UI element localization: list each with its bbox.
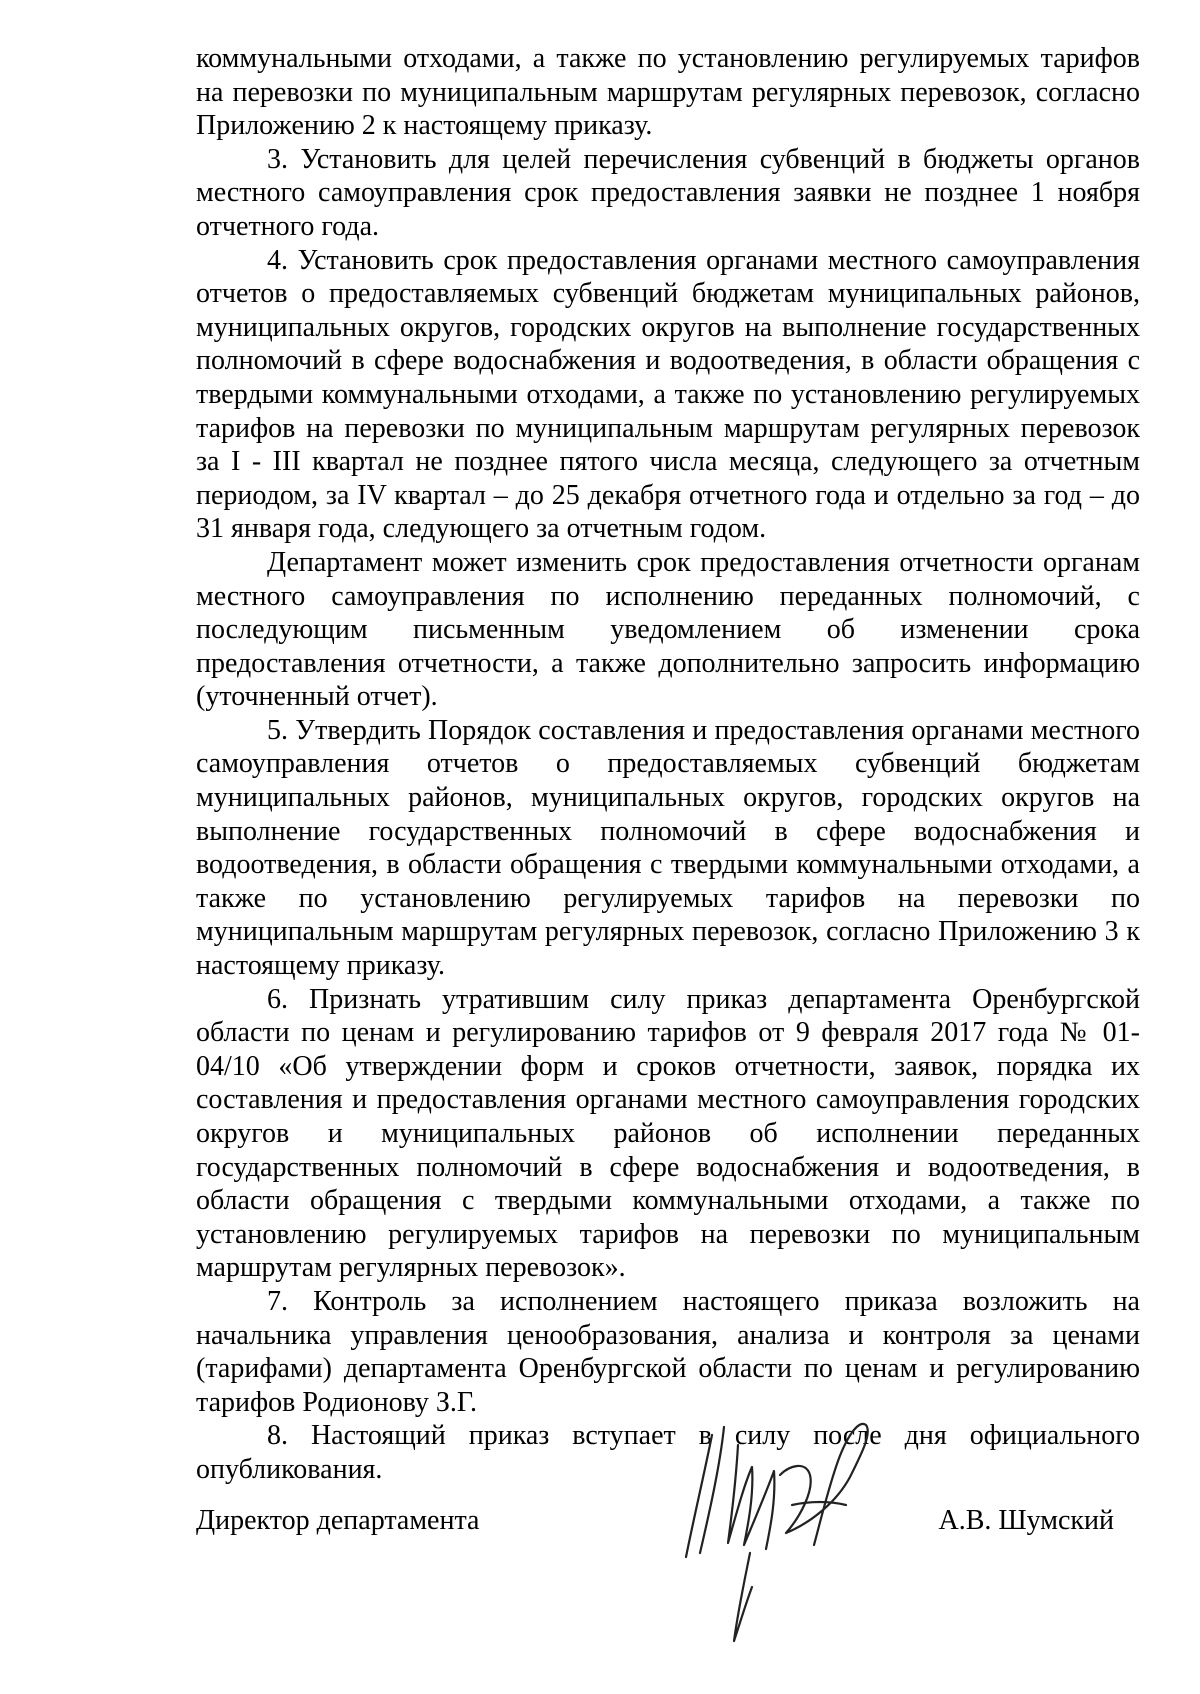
- paragraph-continuation: коммунальными отходами, а также по установлению регулируемых тарифов на перевозки по муниципальным маршрутам регулярных перевозок, согласно Приложению 2 к настоящему приказу.: [196, 43, 1140, 142]
- paragraph-department-note: Департамент может изменить срок предоставления отчетности органам местного самоуправления по исполнению переданных полномочий, с последующим письменным уведомлением об изменении срока предоставления отчетности, а также дополнительно запросить информацию (уточненный отчет).: [196, 546, 1140, 713]
- signer-position: Директор департамента: [196, 1505, 480, 1536]
- paragraph-item-7: 7. Контроль за исполнением настоящего приказа возложить на начальника управления ценообразования, анализа и контроля за ценами (тарифами) департамента Оренбургской области по ценам и регулированию тарифов Родионову З.Г.: [196, 1285, 1140, 1418]
- paragraph-item-4: 4. Установить срок предоставления органами местного самоуправления отчетов о предоставляемых субвенций бюджетам муниципальных районов, муниципальных округов, городских округов на выполнение государственных полномочий в сфере водоснабжения и водоотведения, в области обращения с твердыми коммунальными отходами, а также по установлению регулируемых тарифов на перевозки по муниципальным маршрутам регулярных перевозок за I - III квартал не позднее пятого числа месяца, следующего за отчетным периодом, за IV квартал – до 25 декабря отчетного года и отдельно за год – до 31 января года, следующего за отчетным годом.: [196, 244, 1140, 545]
- document-body: [196, 42, 1140, 1487]
- handwritten-signature: [640, 1405, 900, 1655]
- paragraph-item-8: 8. Настоящий приказ вступает в силу после дня официального опубликования.: [196, 1420, 1140, 1485]
- paragraph-item-6: 6. Признать утратившим силу приказ департамента Оренбургской области по ценам и регулированию тарифов от 9 февраля 2017 года № 01-04/10 «Об утверждении форм и сроков отчетности, заявок, порядка их составления и предоставления органами местного самоуправления городских округов и муниципальных районов об исполнении переданных государственных полномочий в сфере водоснабжения и водоотведения, в области обращения с твердыми коммунальными отходами, а также по установлению регулируемых тарифов на перевозки по муниципальным маршрутам регулярных перевозок».: [196, 983, 1140, 1284]
- signer-name: А.В. Шумский: [938, 1505, 1114, 1536]
- paragraph-item-5: 5. Утвердить Порядок составления и предоставления органами местного самоуправления отчетов о предоставляемых субвенций бюджетам муниципальных районов, муниципальных округов, городских округов на выполнение государственных полномочий в сфере водоснабжения и водоотведения, в области обращения с твердыми коммунальными отходами, а также по установлению регулируемых тарифов на перевозки по муниципальным маршрутам регулярных перевозок, согласно Приложению 3 к настоящему приказу.: [196, 714, 1140, 982]
- paragraph-item-3: 3. Установить для целей перечисления субвенций в бюджеты органов местного самоуправления срок предоставления заявки не позднее 1 ноября отчетного года.: [196, 143, 1140, 242]
